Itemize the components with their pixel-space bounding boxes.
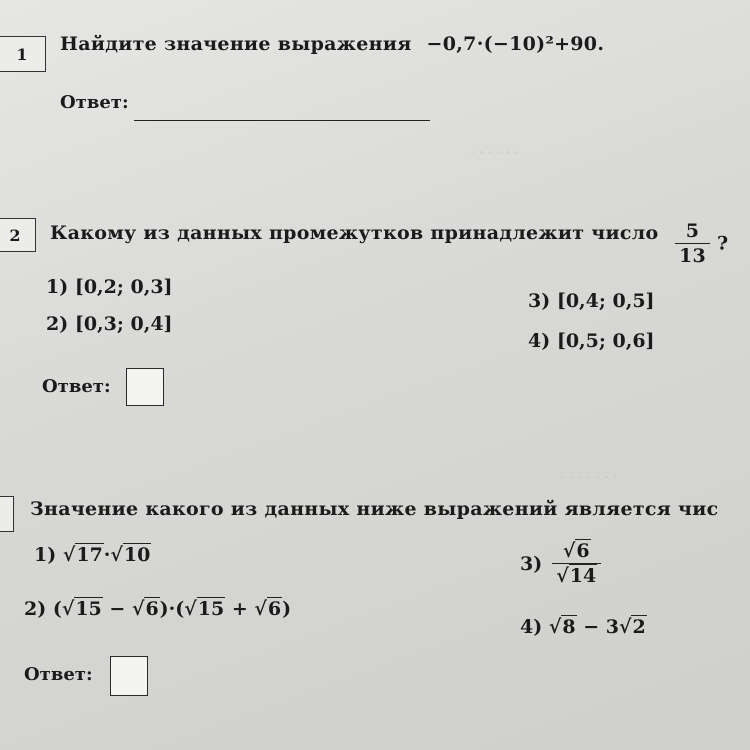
question-text: Какому из данных промежутков принадлежит число [50, 222, 659, 244]
fraction-5-13 [675, 220, 728, 267]
minus-operator: − 3 [576, 616, 619, 638]
question-expression: −0,7·(−10)²+90. [426, 33, 605, 55]
sqrt-14: √14 [556, 565, 597, 587]
radicand: 10 [123, 544, 151, 566]
sqrt-8: √8 [548, 616, 576, 638]
sqrt-15: √15 [61, 598, 102, 620]
sqrt-6: √6 [562, 540, 590, 562]
question-text: Найдите значение выражения [60, 33, 412, 55]
option-number: 3) [520, 552, 543, 575]
question-number-box [0, 218, 36, 252]
question-number: 1 [16, 44, 28, 64]
radicand: 15 [197, 598, 225, 620]
radicand: 8 [562, 616, 576, 638]
option-3[interactable]: 3) [0,4; 0,5] [528, 290, 655, 312]
bleed-through-text: · · · · · · [470, 145, 519, 161]
option-2[interactable] [24, 598, 291, 620]
option-number: 1) [34, 544, 57, 566]
answer-label: Ответ: [60, 92, 129, 113]
answer-box[interactable] [110, 656, 148, 696]
answer-label: Ответ: [42, 376, 111, 397]
radicand: 15 [75, 598, 102, 620]
answer-label: Ответ: [24, 664, 93, 685]
radicand: 14 [569, 565, 597, 587]
question-2-text [50, 222, 658, 244]
option-1[interactable] [34, 544, 151, 566]
dot-operator: · [103, 544, 111, 566]
dot-operator: )·( [159, 598, 185, 620]
plus-operator: + [225, 598, 255, 620]
option-4[interactable] [520, 616, 647, 638]
minus-operator: − [102, 598, 132, 620]
sqrt-2: √2 [618, 616, 646, 638]
option-number: 4) [520, 616, 543, 638]
question-number: 2 [9, 225, 21, 245]
question-number-box [0, 496, 14, 532]
option-2[interactable]: 2) [0,3; 0,4] [46, 313, 173, 335]
option-3[interactable] [520, 540, 601, 587]
bleed-through-text: · · · · · · · [560, 470, 618, 486]
answer-box[interactable] [126, 368, 164, 406]
option-4[interactable]: 4) [0,5; 0,6] [528, 330, 655, 352]
sqrt-10: √10 [110, 544, 151, 566]
question-mark: ? [716, 232, 729, 255]
radicand: 6 [267, 598, 282, 620]
fraction-numerator: 5 [685, 220, 700, 242]
question-3-text: Значение какого из данных ниже выражений является чис [30, 498, 719, 520]
question-number-box [0, 36, 46, 72]
radicand: 6 [576, 540, 590, 562]
radicand: 17 [76, 544, 103, 566]
sqrt-6: √6 [131, 598, 159, 620]
radicand: 2 [632, 616, 646, 638]
sqrt-6: √6 [254, 598, 282, 620]
answer-line-field[interactable] [134, 120, 430, 121]
radicand: 6 [145, 598, 159, 620]
question-1-text [60, 33, 604, 55]
option-number: 2) ( [24, 598, 62, 620]
sqrt-15: √15 [184, 598, 225, 620]
fraction-denominator: 13 [675, 243, 710, 267]
closing-paren: ) [282, 598, 292, 620]
sqrt-17: √17 [62, 544, 103, 566]
option-1[interactable]: 1) [0,2; 0,3] [46, 276, 173, 298]
